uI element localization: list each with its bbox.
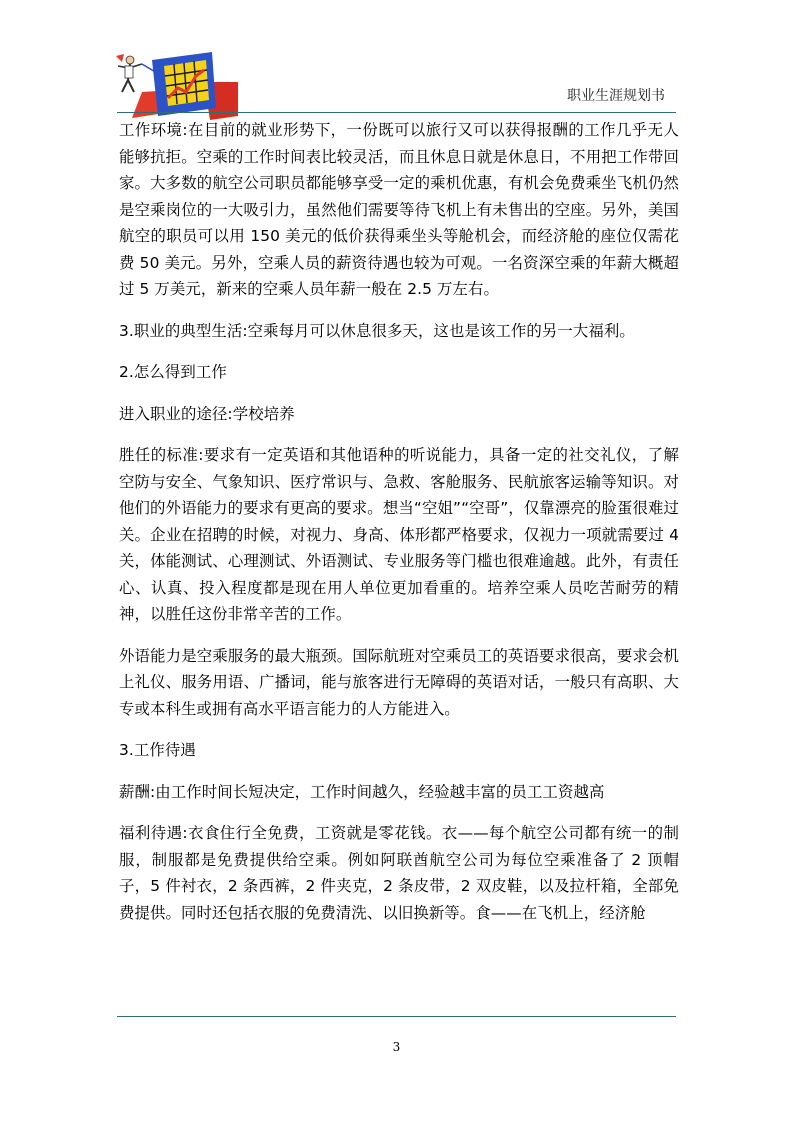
paragraph-welfare: 福利待遇:衣食住行全免费，工资就是零花钱。衣——每个航空公司都有统一的制服，制服都是免费提供给空乘。例如阿联酋航空公司为每位空乘准备了 2 顶帽子，5 件衬衣，2 条西裤，2 件夹克，2 条皮带，2 双皮鞋，以及拉杆箱，全部免费提供。同时还包括衣服的免费清洗、以旧换新等。食——在飞机上，经济舱 [119, 824, 679, 922]
heading-work-benefits: 3.工作待遇 [119, 741, 196, 759]
document-body [119, 117, 679, 941]
paragraph-entry-path: 进入职业的途径:学校培养 [119, 404, 295, 423]
footer-divider [117, 1016, 676, 1017]
paragraph-work-environment: 工作环境:在目前的就业形势下，一份既可以旅行又可以获得报酬的工作几乎无人能够抗拒。空乘的工作时间表比较灵活，而且休息日就是休息日，不用把工作带回家。大多数的航空公司职员都能够享受一定的乘机优惠，有机会免费乘坐飞机仍然是空乘岗位的一大吸引力，虽然他们需要等待飞机上有未售出的空座。另外，美国航空的职员可以用 150 美元的低价获得乘坐头等舱机会，而经济舱的座位仅需花费 50 美元。另外，空乘人员的薪资待遇也较为可观。一名资深空乘的年薪大概超过 5 万美元，新来的空乘人员年薪一般在 2.5 万左右。 [119, 121, 679, 298]
paragraph-typical-life: 3.职业的典型生活:空乘每月可以休息很多天，这也是该工作的另一大福利。 [119, 321, 635, 340]
header-divider [117, 112, 676, 113]
page-number: 3 [392, 1040, 401, 1054]
paragraph-competency-standard: 胜任的标准:要求有一定英语和其他语种的听说能力，具备一定的社交礼仪，了解空防与安全、气象知识、医疗常识与、急救、客舱服务、民航旅客运输等知识。对他们的外语能力的要求有更高的要求。想当“空姐”“空哥”，仅靠漂亮的脸蛋很难过关。企业在招聘的时候，对视力、身高、体形都严格要求，仅视力一项就需要过 4 关，体能测试、心理测试、外语测试、专业服务等门槛也很难逾越。此外，有责任心、认真、投入程度都是现在用人单位更加看重的。培养空乘人员吃苦耐劳的精神，以胜任这份非常辛苦的工作。 [119, 446, 679, 623]
heading-how-to-get-job: 2.怎么得到工作 [119, 363, 227, 381]
page-header-title: 职业生涯规划书 [567, 88, 665, 104]
paragraph-salary: 薪酬:由工作时间长短决定，工作时间越久，经验越丰富的员工工资越高 [119, 782, 605, 801]
career-planning-logo-icon [112, 46, 240, 122]
paragraph-language-ability: 外语能力是空乘服务的最大瓶颈。国际航班对空乘员工的英语要求很高，要求会机上礼仪、服务用语、广播词，能与旅客进行无障碍的英语对话，一般只有高职、大专或本科生或拥有高水平语言能力的人方能进入。 [119, 646, 679, 718]
